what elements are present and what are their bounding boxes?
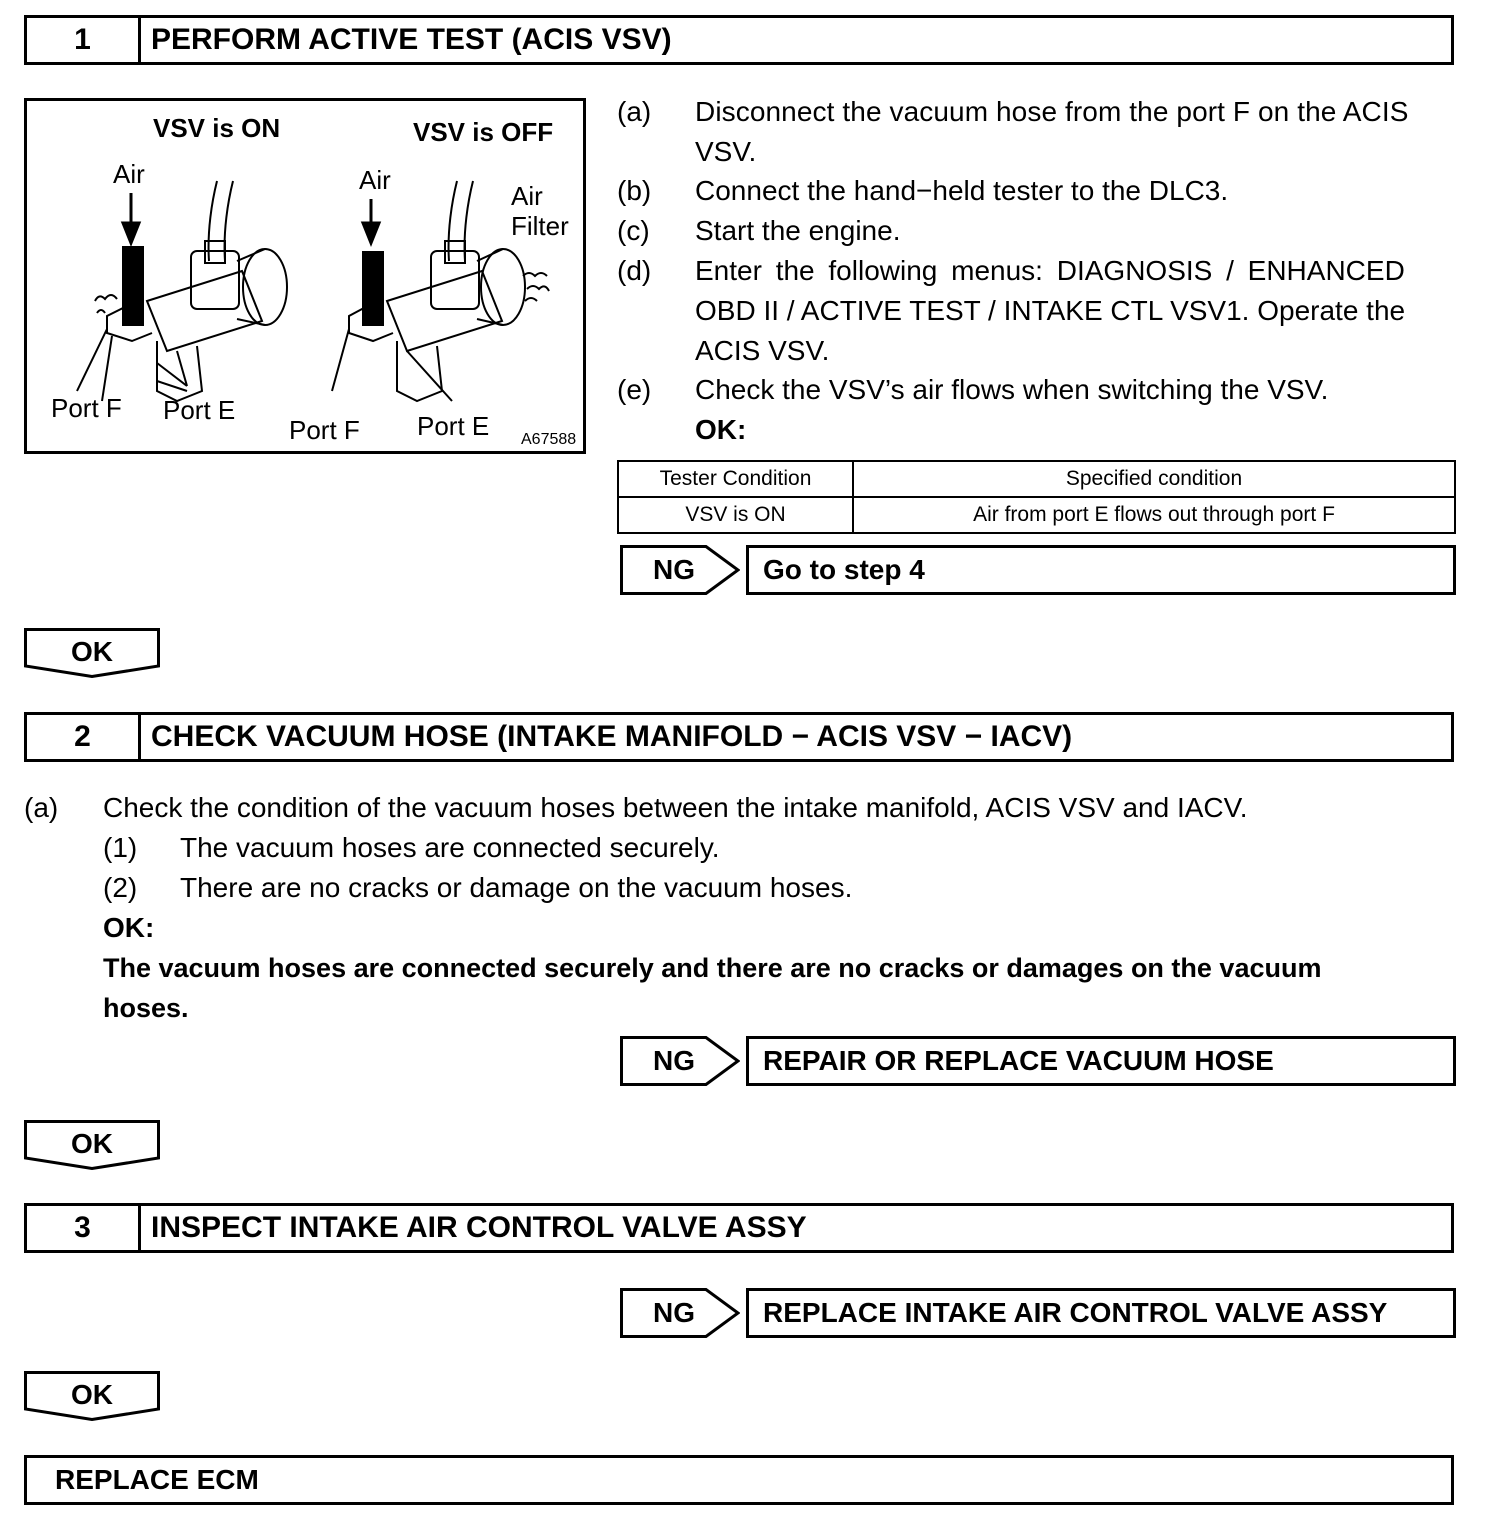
- ng-label: NG: [653, 1297, 695, 1328]
- step-2-header: [24, 712, 1454, 762]
- step2-item-a-text: Check the condition of the vacuum hoses between the intake manifold, ACIS VSV and IACV.: [103, 792, 1248, 823]
- step2-ok-label: OK:: [103, 912, 155, 943]
- label-air-left: Air: [113, 159, 145, 189]
- item-a-line2: VSV.: [695, 136, 757, 167]
- step2-sub-1-text: The vacuum hoses are connected securely.: [180, 832, 720, 863]
- label-port-f-left: Port F: [51, 393, 122, 423]
- condition-table: [617, 460, 1456, 534]
- step-number: 3: [27, 1206, 141, 1250]
- step-title: INSPECT INTAKE AIR CONTROL VALVE ASSY: [151, 1211, 807, 1244]
- item-e-mark: (e): [617, 374, 652, 405]
- table-cell: Air from port E flows out through port F: [853, 497, 1455, 533]
- label-air-filter-1: Air: [511, 181, 543, 211]
- final-action-replace-ecm[interactable]: REPLACE ECM: [24, 1455, 1454, 1505]
- step-1-header: [24, 15, 1454, 65]
- ng-action-repair-vacuum-hose[interactable]: REPAIR OR REPLACE VACUUM HOSE: [746, 1036, 1456, 1086]
- label-vsv-off: VSV is OFF: [413, 117, 554, 147]
- item-d-line3: ACIS VSV.: [695, 335, 830, 366]
- ok-label: OK: [71, 1379, 113, 1410]
- step2-sub-2-text: There are no cracks or damage on the vacuum hoses.: [180, 872, 853, 903]
- figure-code: A67588: [521, 431, 577, 448]
- item-d-mark: (d): [617, 255, 652, 286]
- table-header-row: [618, 461, 1455, 497]
- item-d-line1: Enter the following menus: DIAGNOSIS / ENHANCED: [695, 255, 1405, 286]
- label-air-right: Air: [359, 165, 391, 195]
- item-c-mark: (c): [617, 215, 650, 246]
- table-row: [618, 497, 1455, 533]
- ng-label: NG: [653, 1045, 695, 1076]
- table-header: Tester Condition: [618, 461, 853, 497]
- table-header: Specified condition: [853, 461, 1455, 497]
- ng-action-go-to-step-4[interactable]: Go to step 4: [746, 545, 1456, 595]
- step2-item-a-mark: (a): [24, 792, 59, 823]
- label-port-f-right: Port F: [289, 415, 360, 445]
- label-vsv-on: VSV is ON: [153, 113, 281, 143]
- ng-action-replace-iacv[interactable]: REPLACE INTAKE AIR CONTROL VALVE ASSY: [746, 1288, 1456, 1338]
- item-d-line2: OBD II / ACTIVE TEST / INTAKE CTL VSV1. Operate the: [695, 295, 1406, 326]
- item-c-line1: Start the engine.: [695, 215, 901, 246]
- table-cell: VSV is ON: [618, 497, 853, 533]
- item-a-mark: (a): [617, 96, 652, 127]
- ok-label: OK: [71, 636, 113, 667]
- step2-ok-text-1: The vacuum hoses are connected securely and there are no cracks or damages on the vacuum: [103, 953, 1322, 983]
- step2-ok-text-2: hoses.: [103, 993, 189, 1023]
- label-air-filter-2: Filter: [511, 211, 569, 241]
- step-number: 1: [27, 18, 141, 62]
- item-a-line1: Disconnect the vacuum hose from the port F on the ACIS: [695, 96, 1409, 127]
- step-number: 2: [27, 715, 141, 759]
- step-title: PERFORM ACTIVE TEST (ACIS VSV): [151, 23, 672, 56]
- step-3-header: [24, 1203, 1454, 1253]
- step-title: CHECK VACUUM HOSE (INTAKE MANIFOLD − ACIS VSV − IACV): [151, 720, 1073, 753]
- step2-sub-1-mark: (1): [103, 832, 138, 863]
- label-port-e-right: Port E: [417, 411, 490, 441]
- ng-label: NG: [653, 554, 695, 585]
- vsv-illustration: [24, 98, 586, 454]
- label-port-e-left: Port E: [163, 395, 236, 425]
- item-b-line1: Connect the hand−held tester to the DLC3.: [695, 175, 1229, 206]
- item-b-mark: (b): [617, 175, 652, 206]
- ok-label: OK: [71, 1128, 113, 1159]
- item-e-line1: Check the VSV’s air flows when switching the VSV.: [695, 374, 1329, 405]
- step2-sub-2-mark: (2): [103, 872, 138, 903]
- step1-ok-label: OK:: [695, 414, 747, 445]
